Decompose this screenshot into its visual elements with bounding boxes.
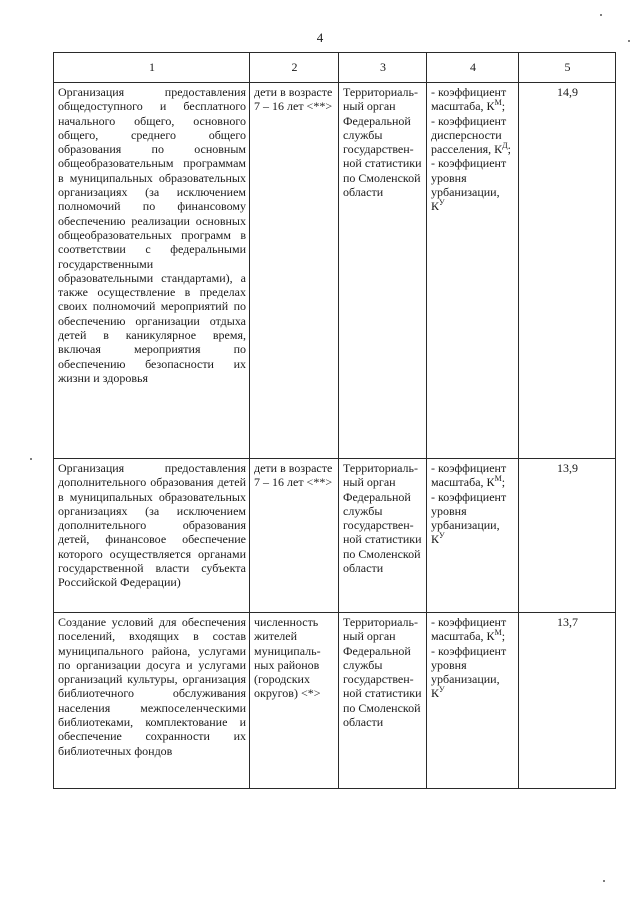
coefficient-symbol: М xyxy=(494,628,502,638)
coefficient-symbol: Д xyxy=(502,141,508,151)
scan-speck xyxy=(30,458,32,460)
coefficient-text: - коэффициент масштаба, К xyxy=(431,615,507,644)
row-description: Организация предоставления дополнительного образования детей в муниципальных образовательных организациях (за исключением дополнительного образования детей, финансовое обеспечение которого осуществляется органами государственной власти субъекта Российской Федерации) xyxy=(54,459,250,613)
row-coefficients xyxy=(427,613,519,789)
coefficient-text: - коэффициент уровня урбанизации, К xyxy=(431,489,507,547)
coefficient-item xyxy=(431,114,515,157)
scan-speck xyxy=(600,14,602,16)
table-row xyxy=(54,613,616,789)
coefficient-end: ; xyxy=(501,99,506,114)
coefficient-symbol: М xyxy=(494,474,502,484)
row-description: Организация предоставления общедоступного и бесплатного начального общего, основного общего, среднего общего образования по основным общеобразовательным программам в муниципальных образовательных организациях (за исключением полномочий по финансовому обеспечению реализации основных общеобразовательных программ в соответствии с федеральными государственными образовательными стандартами), а также осуществление в пределах своих полномочий мероприятий по обеспечению организации отдыха детей в каникулярное время, включая мероприятия по обеспечению безопасности их жизни и здоровья xyxy=(54,83,250,459)
row-value: 13,9 xyxy=(519,459,616,613)
coefficient-symbol: У xyxy=(439,531,445,541)
coefficient-end: ; xyxy=(501,629,506,644)
coefficient-end: ; xyxy=(507,142,511,157)
coefficient-item xyxy=(431,461,515,490)
coefficient-item xyxy=(431,156,515,213)
row-indicator: дети в возрасте 7 – 16 лет <**> xyxy=(250,83,339,459)
row-coefficients xyxy=(427,459,519,613)
allocation-table xyxy=(53,52,616,789)
coefficient-item xyxy=(431,644,515,701)
row-indicator: численность жителей муниципаль-ных районов (городских округов) <*> xyxy=(250,613,339,789)
page-number: 4 xyxy=(316,30,324,45)
table-row xyxy=(54,459,616,613)
coefficient-text: - коэффициент уровня урбанизации, К xyxy=(431,156,507,214)
coefficient-text: - коэффициент масштаба, К xyxy=(431,461,507,490)
header-col-2: 2 xyxy=(250,53,339,83)
coefficient-text: - коэффициент масштаба, К xyxy=(431,85,507,114)
row-indicator: дети в возрасте 7 – 16 лет <**> xyxy=(250,459,339,613)
coefficient-end: ; xyxy=(501,475,506,490)
coefficient-item xyxy=(431,615,515,644)
header-col-1: 1 xyxy=(54,53,250,83)
row-value: 13,7 xyxy=(519,613,616,789)
scan-speck xyxy=(603,880,605,882)
scan-speck xyxy=(628,40,630,42)
coefficient-item xyxy=(431,490,515,547)
coefficient-symbol: У xyxy=(439,685,445,695)
row-coefficients xyxy=(427,83,519,459)
table-row xyxy=(54,83,616,459)
coefficient-symbol: М xyxy=(494,98,502,108)
row-source: Территориаль-ный орган Федеральной службы государствен-ной статистики по Смоленской области xyxy=(339,83,427,459)
header-col-5: 5 xyxy=(519,53,616,83)
header-col-3: 3 xyxy=(339,53,427,83)
header-col-4: 4 xyxy=(427,53,519,83)
coefficient-item xyxy=(431,85,515,114)
row-value: 14,9 xyxy=(519,83,616,459)
row-source: Территориаль-ный орган Федеральной службы государствен-ной статистики по Смоленской области xyxy=(339,613,427,789)
coefficient-symbol: У xyxy=(439,198,445,208)
header-row xyxy=(54,53,616,83)
row-source: Территориаль-ный орган Федеральной службы государствен-ной статистики по Смоленской области xyxy=(339,459,427,613)
row-description: Создание условий для обеспечения поселений, входящих в состав муниципального района, услугами по организации досуга и услугами организаций культуры, организация библиотечного обслуживания населения межпоселенческими библиотеками, комплектование и обеспечение сохранности их библиотечных фондов xyxy=(54,613,250,789)
coefficient-text: - коэффициент уровня урбанизации, К xyxy=(431,643,507,701)
coefficient-text: - коэффициент дисперсности расселения, К xyxy=(431,113,507,157)
